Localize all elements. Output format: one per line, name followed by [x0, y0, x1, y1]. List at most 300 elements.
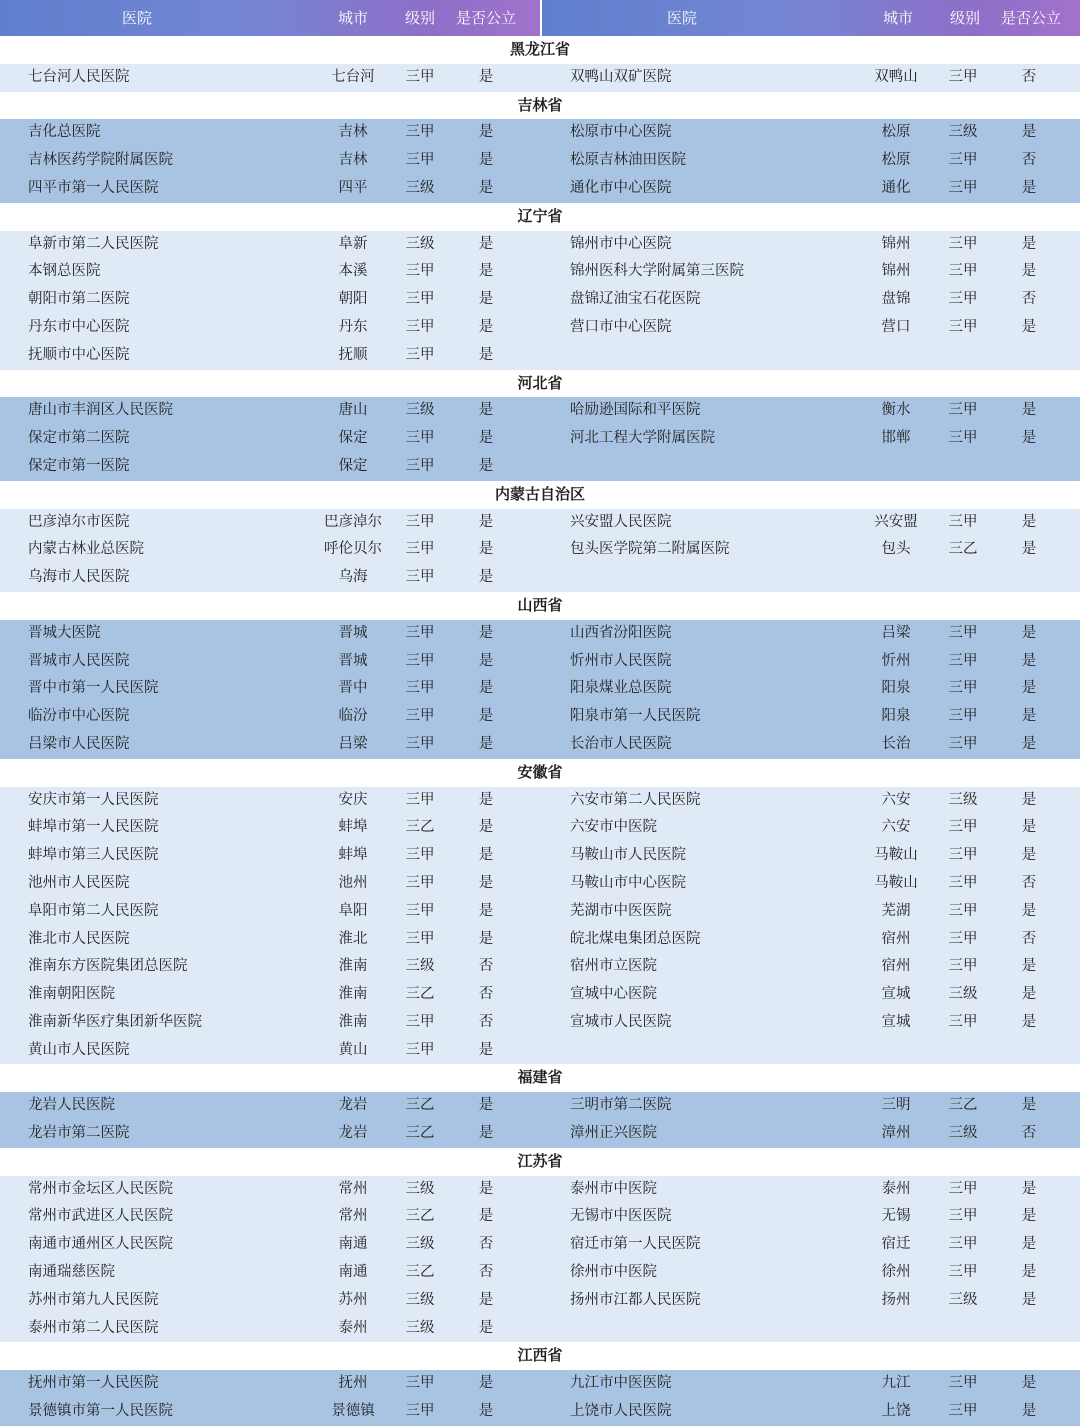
hospital-name: 蚌埠市第一人民医院: [28, 819, 159, 836]
hospital-name: 漳州正兴医院: [570, 1125, 657, 1142]
hospital-public: 是: [478, 680, 494, 697]
hospital-public: 是: [478, 291, 494, 308]
hospital-name: 唐山市丰润区人民医院: [28, 402, 173, 419]
hospital-public: 否: [478, 1013, 494, 1030]
hospital-city: 常州: [338, 1208, 368, 1225]
province-block: [0, 231, 1080, 370]
table-row: [0, 175, 1080, 203]
hospital-level: 三级: [405, 179, 435, 196]
province-title: 吉林省: [0, 92, 1080, 120]
hospital-public: 是: [478, 569, 494, 586]
hospital-name: 山西省汾阳医院: [570, 624, 672, 641]
hospital-level: 三甲: [405, 152, 435, 169]
hospital-city: 徐州: [881, 1264, 911, 1281]
hospital-city: 宿州: [881, 930, 911, 947]
hospital-name: 内蒙古林业总医院: [28, 541, 144, 558]
hospital-city: 朝阳: [338, 291, 368, 308]
hospital-level: 三乙: [948, 1097, 978, 1114]
header-hospital: 医院: [666, 9, 698, 27]
hospital-name: 河北工程大学附属医院: [570, 430, 715, 447]
hospital-city: 三明: [881, 1097, 911, 1114]
header-level: 级别: [404, 9, 436, 27]
table-row: [0, 1370, 1080, 1398]
hospital-public: 是: [478, 874, 494, 891]
hospital-name: 池州市人民医院: [28, 874, 130, 891]
table-row: [0, 1120, 1080, 1148]
hospital-level: 三甲: [405, 346, 435, 363]
hospital-city: 泰州: [881, 1180, 911, 1197]
hospital-level: 三甲: [405, 652, 435, 669]
hospital-level: 三乙: [405, 1097, 435, 1114]
hospital-name: 泰州市第二人民医院: [28, 1319, 159, 1336]
hospital-name: 保定市第一医院: [28, 457, 130, 474]
hospital-name: 皖北煤电集团总医院: [570, 930, 701, 947]
hospital-name: 营口市中心医院: [570, 318, 672, 335]
hospital-name: 安庆市第一人民医院: [28, 791, 159, 808]
hospital-level: 三甲: [405, 874, 435, 891]
hospital-city: 景德镇: [331, 1403, 375, 1420]
table-row: [0, 397, 1080, 425]
hospital-city: 龙岩: [338, 1125, 368, 1142]
hospital-name: 乌海市人民医院: [28, 569, 130, 586]
hospital-level: 三甲: [948, 652, 978, 669]
hospital-city: 阜新: [338, 235, 368, 252]
hospital-city: 宣城: [881, 986, 911, 1003]
table-row: [0, 1203, 1080, 1231]
hospital-name: 蚌埠市第三人民医院: [28, 847, 159, 864]
hospital-public: 是: [1021, 708, 1037, 725]
hospital-level: 三甲: [948, 430, 978, 447]
table-row: [0, 453, 1080, 481]
province-title: 内蒙古自治区: [0, 481, 1080, 509]
hospital-public: 是: [478, 318, 494, 335]
hospital-city: 阳泉: [881, 680, 911, 697]
table-row: [0, 286, 1080, 314]
hospital-level: 三甲: [948, 958, 978, 975]
hospital-level: 三甲: [948, 735, 978, 752]
hospital-city: 盘锦: [881, 291, 911, 308]
province-block: [0, 1370, 1080, 1426]
province-block: [0, 509, 1080, 592]
table-row: [0, 926, 1080, 954]
hospital-level: 三甲: [948, 819, 978, 836]
hospital-public: 是: [1021, 1236, 1037, 1253]
province-title: 福建省: [0, 1064, 1080, 1092]
hospital-level: 三甲: [405, 1013, 435, 1030]
header-level: 级别: [949, 9, 981, 27]
hospital-city: 上饶: [881, 1403, 911, 1420]
hospital-city: 九江: [881, 1375, 911, 1392]
hospital-level: 三甲: [948, 1264, 978, 1281]
hospital-public: 否: [1021, 68, 1037, 85]
hospital-city: 保定: [338, 457, 368, 474]
hospital-level: 三甲: [405, 513, 435, 530]
hospital-level: 三乙: [405, 1264, 435, 1281]
hospital-city: 吕梁: [338, 735, 368, 752]
hospital-name: 临汾市中心医院: [28, 708, 130, 725]
table-row: [0, 953, 1080, 981]
hospital-city: 六安: [881, 791, 911, 808]
hospital-level: 三甲: [948, 874, 978, 891]
hospital-public: 是: [1021, 1403, 1037, 1420]
hospital-level: 三甲: [405, 430, 435, 447]
hospital-public: 是: [478, 652, 494, 669]
hospital-name: 三明市第二医院: [570, 1097, 672, 1114]
hospital-name: 丹东市中心医院: [28, 318, 130, 335]
hospital-city: 丹东: [338, 318, 368, 335]
table-row: [0, 1259, 1080, 1287]
hospital-level: 三级: [405, 1236, 435, 1253]
hospital-public: 是: [478, 1403, 494, 1420]
hospital-name: 阜新市第二人民医院: [28, 235, 159, 252]
province-title: 江西省: [0, 1342, 1080, 1370]
province-title: 安徽省: [0, 759, 1080, 787]
hospital-level: 三甲: [948, 513, 978, 530]
hospital-city: 安庆: [338, 791, 368, 808]
hospital-level: 三乙: [405, 1125, 435, 1142]
hospital-level: 三甲: [405, 291, 435, 308]
hospital-level: 三乙: [405, 986, 435, 1003]
table-row: [0, 1315, 1080, 1343]
hospital-public: 否: [1021, 152, 1037, 169]
hospital-public: 是: [478, 457, 494, 474]
hospital-level: 三级: [405, 1319, 435, 1336]
hospital-level: 三甲: [405, 263, 435, 280]
hospital-city: 马鞍山: [874, 874, 918, 891]
hospital-public: 是: [478, 235, 494, 252]
hospital-city: 芜湖: [881, 902, 911, 919]
hospital-level: 三甲: [948, 68, 978, 85]
hospital-city: 松原: [881, 152, 911, 169]
hospital-name: 南通市通州区人民医院: [28, 1236, 173, 1253]
hospital-level: 三甲: [405, 1375, 435, 1392]
hospital-name: 芜湖市中医医院: [570, 902, 672, 919]
hospital-name: 阜阳市第二人民医院: [28, 902, 159, 919]
hospital-city: 泰州: [338, 1319, 368, 1336]
hospital-city: 四平: [338, 179, 368, 196]
hospital-public: 是: [1021, 847, 1037, 864]
hospital-public: 是: [1021, 819, 1037, 836]
hospital-city: 南通: [338, 1236, 368, 1253]
hospital-level: 三甲: [405, 68, 435, 85]
hospital-level: 三甲: [405, 541, 435, 558]
hospital-level: 三乙: [405, 819, 435, 836]
hospital-city: 宿迁: [881, 1236, 911, 1253]
header-public: 是否公立: [455, 9, 517, 27]
hospital-level: 三甲: [948, 318, 978, 335]
hospital-name: 龙岩市第二医院: [28, 1125, 130, 1142]
table-row: [0, 703, 1080, 731]
header-city: 城市: [882, 9, 914, 27]
hospital-city: 双鸭山: [874, 68, 918, 85]
hospital-level: 三甲: [948, 1375, 978, 1392]
hospital-name: 抚州市第一人民医院: [28, 1375, 159, 1392]
hospital-name: 晋中市第一人民医院: [28, 680, 159, 697]
hospital-city: 长治: [881, 735, 911, 752]
hospital-city: 淮南: [338, 1013, 368, 1030]
hospital-name: 巴彦淖尔市医院: [28, 513, 130, 530]
table-row: [0, 787, 1080, 815]
hospital-name: 淮南新华医疗集团新华医院: [28, 1013, 202, 1030]
hospital-public: 是: [1021, 986, 1037, 1003]
hospital-level: 三甲: [948, 1208, 978, 1225]
table-row: [0, 814, 1080, 842]
hospital-city: 龙岩: [338, 1097, 368, 1114]
hospital-public: 是: [1021, 652, 1037, 669]
province-block: [0, 119, 1080, 202]
province-title: 黑龙江省: [0, 36, 1080, 64]
hospital-public: 是: [1021, 735, 1037, 752]
hospital-name: 晋城市人民医院: [28, 652, 130, 669]
table-row: [0, 1287, 1080, 1315]
hospital-level: 三甲: [405, 680, 435, 697]
table-row: [0, 119, 1080, 147]
hospital-public: 是: [478, 1125, 494, 1142]
hospital-name: 四平市第一人民医院: [28, 179, 159, 196]
hospital-level: 三甲: [405, 930, 435, 947]
hospital-city: 松原: [881, 124, 911, 141]
hospital-city: 吉林: [338, 124, 368, 141]
hospital-name: 淮北市人民医院: [28, 930, 130, 947]
hospital-name: 长治市人民医院: [570, 735, 672, 752]
hospital-name: 松原市中心医院: [570, 124, 672, 141]
hospital-city: 吕梁: [881, 624, 911, 641]
hospital-level: 三甲: [405, 1041, 435, 1058]
hospital-level: 三甲: [948, 235, 978, 252]
hospital-name: 盘锦辽油宝石花医院: [570, 291, 701, 308]
table-row: [0, 1231, 1080, 1259]
hospital-public: 否: [1021, 1125, 1037, 1142]
table-row: [0, 342, 1080, 370]
hospital-level: 三甲: [948, 680, 978, 697]
hospital-city: 忻州: [881, 652, 911, 669]
hospital-city: 淮南: [338, 958, 368, 975]
hospital-level: 三甲: [405, 457, 435, 474]
table-row: [0, 898, 1080, 926]
hospital-public: 是: [478, 930, 494, 947]
hospital-city: 阜阳: [338, 902, 368, 919]
hospital-public: 是: [478, 68, 494, 85]
hospital-public: 否: [1021, 291, 1037, 308]
hospital-level: 三甲: [948, 1013, 978, 1030]
hospital-city: 蚌埠: [338, 819, 368, 836]
hospital-level: 三甲: [948, 263, 978, 280]
table-row: [0, 258, 1080, 286]
hospital-level: 三甲: [948, 902, 978, 919]
hospital-public: 是: [1021, 430, 1037, 447]
hospital-city: 黄山: [338, 1041, 368, 1058]
hospital-level: 三甲: [948, 179, 978, 196]
hospital-level: 三甲: [948, 402, 978, 419]
hospital-city: 七台河: [331, 68, 375, 85]
hospital-city: 唐山: [338, 402, 368, 419]
hospital-public: 是: [478, 902, 494, 919]
table-row: [0, 675, 1080, 703]
hospital-public: 是: [478, 1208, 494, 1225]
hospital-public: 是: [1021, 680, 1037, 697]
hospital-level: 三甲: [948, 291, 978, 308]
hospital-public: 是: [478, 735, 494, 752]
hospital-city: 临汾: [338, 708, 368, 725]
hospital-city: 池州: [338, 874, 368, 891]
hospital-public: 是: [478, 152, 494, 169]
hospital-level: 三甲: [948, 847, 978, 864]
hospital-city: 常州: [338, 1180, 368, 1197]
hospital-city: 蚌埠: [338, 847, 368, 864]
header-right: [540, 0, 1080, 36]
hospital-name: 松原吉林油田医院: [570, 152, 686, 169]
hospital-city: 扬州: [881, 1291, 911, 1308]
hospital-level: 三甲: [948, 1403, 978, 1420]
header-public: 是否公立: [1000, 9, 1062, 27]
province-block: [0, 64, 1080, 92]
hospital-name: 抚顺市中心医院: [28, 346, 130, 363]
hospital-city: 吉林: [338, 152, 368, 169]
hospital-city: 马鞍山: [874, 847, 918, 864]
hospital-name: 宣城市人民医院: [570, 1013, 672, 1030]
table-row: [0, 1176, 1080, 1204]
hospital-level: 三甲: [405, 624, 435, 641]
hospital-public: 是: [1021, 902, 1037, 919]
table-header: [0, 0, 1080, 36]
hospital-public: 是: [478, 1375, 494, 1392]
hospital-level: 三级: [948, 1125, 978, 1142]
hospital-name: 常州市武进区人民医院: [28, 1208, 173, 1225]
hospital-name: 通化市中心医院: [570, 179, 672, 196]
hospital-level: 三级: [405, 235, 435, 252]
hospital-name: 晋城大医院: [28, 624, 101, 641]
hospital-level: 三级: [948, 986, 978, 1003]
hospital-name: 哈励逊国际和平医院: [570, 402, 701, 419]
province-title: 辽宁省: [0, 203, 1080, 231]
hospital-name: 锦州市中心医院: [570, 235, 672, 252]
header-city: 城市: [337, 9, 369, 27]
hospital-name: 本钢总医院: [28, 263, 101, 280]
hospital-name: 忻州市人民医院: [570, 652, 672, 669]
hospital-public: 是: [1021, 235, 1037, 252]
hospital-city: 衡水: [881, 402, 911, 419]
hospital-public: 是: [478, 1291, 494, 1308]
hospital-public: 是: [1021, 402, 1037, 419]
hospital-city: 无锡: [881, 1208, 911, 1225]
hospital-public: 是: [1021, 124, 1037, 141]
hospital-name: 七台河人民医院: [28, 68, 130, 85]
hospital-level: 三乙: [948, 541, 978, 558]
hospital-city: 通化: [881, 179, 911, 196]
hospital-name: 苏州市第九人民医院: [28, 1291, 159, 1308]
hospital-public: 否: [478, 1236, 494, 1253]
hospital-city: 包头: [881, 541, 911, 558]
hospital-public: 是: [478, 1041, 494, 1058]
hospital-name: 保定市第二医院: [28, 430, 130, 447]
hospital-city: 锦州: [881, 263, 911, 280]
hospital-city: 本溪: [338, 263, 368, 280]
hospital-name: 淮南朝阳医院: [28, 986, 115, 1003]
hospital-public: 是: [1021, 1180, 1037, 1197]
hospital-public: 是: [478, 402, 494, 419]
hospital-city: 南通: [338, 1264, 368, 1281]
hospital-city: 六安: [881, 819, 911, 836]
hospital-level: 三甲: [405, 1403, 435, 1420]
table-row: [0, 536, 1080, 564]
hospital-level: 三甲: [948, 708, 978, 725]
hospital-name: 阳泉市第一人民医院: [570, 708, 701, 725]
table-row: [0, 981, 1080, 1009]
hospital-public: 否: [478, 958, 494, 975]
header-left: [0, 0, 540, 36]
hospital-name: 朝阳市第二医院: [28, 291, 130, 308]
hospital-public: 是: [478, 847, 494, 864]
province-title: 山西省: [0, 592, 1080, 620]
hospital-city: 晋城: [338, 652, 368, 669]
hospital-level: 三甲: [948, 624, 978, 641]
hospital-name: 阳泉煤业总医院: [570, 680, 672, 697]
hospital-level: 三级: [405, 958, 435, 975]
hospital-level: 三甲: [405, 902, 435, 919]
hospital-city: 宿州: [881, 958, 911, 975]
table-row: [0, 842, 1080, 870]
hospital-public: 否: [1021, 930, 1037, 947]
hospital-city: 巴彦淖尔: [324, 513, 382, 530]
table-row: [0, 231, 1080, 259]
hospital-name: 扬州市江都人民医院: [570, 1291, 701, 1308]
hospital-name: 宿迁市第一人民医院: [570, 1236, 701, 1253]
hospital-public: 是: [478, 430, 494, 447]
hospital-public: 是: [1021, 1097, 1037, 1114]
hospital-level: 三甲: [948, 930, 978, 947]
hospital-name: 吉化总医院: [28, 124, 101, 141]
hospital-level: 三级: [405, 1180, 435, 1197]
hospital-city: 晋城: [338, 624, 368, 641]
header-hospital: 医院: [121, 9, 153, 27]
hospital-level: 三甲: [948, 1180, 978, 1197]
hospital-public: 是: [1021, 958, 1037, 975]
hospital-level: 三级: [405, 402, 435, 419]
province-block: [0, 787, 1080, 1065]
hospital-public: 是: [1021, 318, 1037, 335]
hospital-level: 三级: [948, 1291, 978, 1308]
table-row: [0, 870, 1080, 898]
hospital-public: 是: [478, 791, 494, 808]
hospital-public: 是: [1021, 624, 1037, 641]
hospital-public: 是: [478, 346, 494, 363]
table-row: [0, 425, 1080, 453]
hospital-city: 抚顺: [338, 346, 368, 363]
hospital-level: 三级: [948, 791, 978, 808]
hospital-name: 吉林医药学院附属医院: [28, 152, 173, 169]
hospital-name: 景德镇市第一人民医院: [28, 1403, 173, 1420]
hospital-city: 阳泉: [881, 708, 911, 725]
table-row: [0, 147, 1080, 175]
hospital-level: 三甲: [405, 569, 435, 586]
hospital-level: 三甲: [405, 791, 435, 808]
hospital-level: 三甲: [948, 152, 978, 169]
hospital-public: 是: [478, 124, 494, 141]
hospital-name: 常州市金坛区人民医院: [28, 1180, 173, 1197]
hospital-public: 是: [1021, 1375, 1037, 1392]
hospital-name: 南通瑞慈医院: [28, 1264, 115, 1281]
hospital-public: 是: [478, 1180, 494, 1197]
hospital-name: 马鞍山市人民医院: [570, 847, 686, 864]
hospital-city: 邯郸: [881, 430, 911, 447]
hospital-public: 是: [1021, 179, 1037, 196]
hospital-name: 宿州市立医院: [570, 958, 657, 975]
hospital-level: 三乙: [405, 1208, 435, 1225]
hospital-public: 是: [1021, 791, 1037, 808]
hospital-level: 三甲: [405, 735, 435, 752]
hospital-name: 九江市中医医院: [570, 1375, 672, 1392]
table-row: [0, 1398, 1080, 1426]
